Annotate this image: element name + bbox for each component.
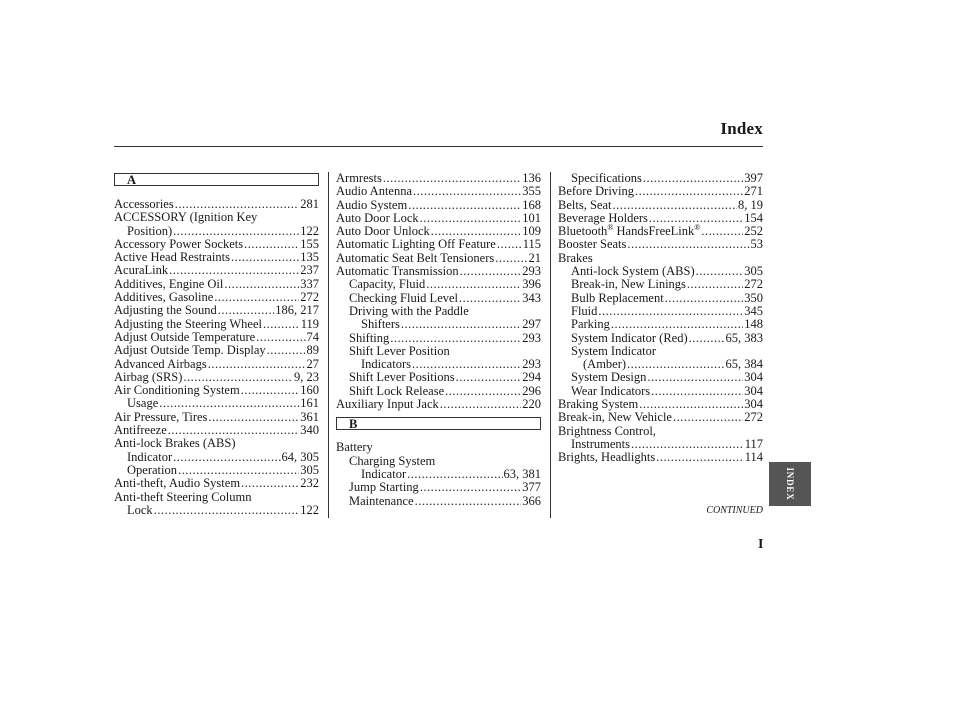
index-subentry: Maintenance ..... 366 <box>336 495 541 508</box>
index-subentry: Bulb Replacement ..... 350 <box>558 292 763 305</box>
index-subentry: Checking Fluid Level ..... 343 <box>336 292 541 305</box>
index-heading: Battery <box>336 440 373 455</box>
index-heading: Brightness Control, <box>558 423 656 438</box>
index-entry: Antifreeze ..... 340 <box>114 424 319 437</box>
page-number: I <box>758 537 764 552</box>
index-entry: Adjust Outside Temperature ..... 74 <box>114 331 319 344</box>
index-subentry: Usage ..... 161 <box>114 397 319 410</box>
index-subentry: System Design ..... 304 <box>558 371 763 384</box>
index-entry: Audio System ..... 168 <box>336 199 541 212</box>
index-subentry: Indicator ..... 63, 381 <box>336 468 541 481</box>
index-entry: Armrests ..... 136 <box>336 172 541 185</box>
index-subentry: Shifters ..... 297 <box>336 318 541 331</box>
index-subheading: Driving with the Paddle <box>349 303 469 318</box>
index-entry: Brights, Headlights ..... 114 <box>558 451 763 464</box>
index-entry: Adjusting the Sound ..... 186, 217 <box>114 304 319 317</box>
index-entry: Additives, Engine Oil ..... 337 <box>114 278 319 291</box>
index-entry: Air Pressure, Tires ..... 361 <box>114 411 319 424</box>
index-subentry: Position) ..... 122 <box>114 225 319 238</box>
index-subentry: Shift Lever Positions ..... 294 <box>336 371 541 384</box>
column-divider <box>328 172 329 518</box>
index-subentry: Break-in, New Linings ..... 272 <box>558 278 763 291</box>
index-entry: Airbag (SRS) ..... 9, 23 <box>114 371 319 384</box>
index-subentry: Lock ..... 122 <box>114 504 319 517</box>
title-rule <box>114 146 763 147</box>
index-entry: Beverage Holders ..... 154 <box>558 212 763 225</box>
index-entry: Accessories ..... 281 <box>114 198 319 211</box>
index-heading: ACCESSORY (Ignition Key <box>114 210 258 225</box>
index-entry: Additives, Gasoline ..... 272 <box>114 291 319 304</box>
index-entry: Automatic Lighting Off Feature ..... 115 <box>336 238 541 251</box>
index-entry: Audio Antenna ..... 355 <box>336 185 541 198</box>
index-entry: Braking System ..... 304 <box>558 398 763 411</box>
index-entry: Active Head Restraints ..... 135 <box>114 251 319 264</box>
index-subentry: Parking ..... 148 <box>558 318 763 331</box>
index-subentry: System Indicator (Red) ..... 65, 383 <box>558 332 763 345</box>
index-entry: Automatic Seat Belt Tensioners ..... 21 <box>336 252 541 265</box>
index-subentry: (Amber) ..... 65, 384 <box>558 358 763 371</box>
index-heading: Anti-theft Steering Column <box>114 489 252 504</box>
index-subentry: Specifications ..... 397 <box>558 172 763 185</box>
page-title: Index <box>720 119 763 138</box>
index-entry: Before Driving ..... 271 <box>558 185 763 198</box>
index-subentry: Wear Indicators ..... 304 <box>558 385 763 398</box>
index-subheading: Shift Lever Position <box>349 343 450 358</box>
index-subentry: Jump Starting ..... 377 <box>336 481 541 494</box>
index-entry: Bluetooth® HandsFreeLink® ..... 252 <box>558 225 763 238</box>
index-entry: Advanced Airbags ..... 27 <box>114 358 319 371</box>
index-entry: Adjust Outside Temp. Display ..... 89 <box>114 344 319 357</box>
index-subentry: Capacity, Fluid ..... 396 <box>336 278 541 291</box>
index-subheading: System Indicator <box>571 343 657 358</box>
index-entry: Booster Seats ..... 53 <box>558 238 763 251</box>
index-column-1 <box>114 172 319 517</box>
index-entry: Anti-theft, Audio System ..... 232 <box>114 477 319 490</box>
section-letter-b: B <box>336 417 541 430</box>
column-divider <box>550 172 551 518</box>
index-entry: Auto Door Unlock ..... 109 <box>336 225 541 238</box>
index-entry: Break-in, New Vehicle ..... 272 <box>558 411 763 424</box>
index-thumb-tab <box>769 462 811 506</box>
index-entry: Adjusting the Steering Wheel ..... 119 <box>114 318 319 331</box>
index-entry: Automatic Transmission ..... 293 <box>336 265 541 278</box>
index-heading: Brakes <box>558 250 593 265</box>
index-subentry: Operation ..... 305 <box>114 464 319 477</box>
index-entry: Auxiliary Input Jack ..... 220 <box>336 398 541 411</box>
index-column-3 <box>558 172 763 465</box>
continued-note: CONTINUED <box>706 505 763 516</box>
index-heading: Anti-lock Brakes (ABS) <box>114 436 236 451</box>
index-subentry: Instruments ..... 117 <box>558 438 763 451</box>
index-tab-label: INDEX <box>785 467 795 501</box>
index-entry: Accessory Power Sockets ..... 155 <box>114 238 319 251</box>
index-entry: Air Conditioning System ..... 160 <box>114 384 319 397</box>
section-letter-a: A <box>114 173 319 186</box>
index-subentry: Fluid ..... 345 <box>558 305 763 318</box>
index-entry: AcuraLink ..... 237 <box>114 264 319 277</box>
index-subentry: Indicators ..... 293 <box>336 358 541 371</box>
index-subentry: Anti-lock System (ABS) ..... 305 <box>558 265 763 278</box>
index-entry: Belts, Seat ..... 8, 19 <box>558 199 763 212</box>
index-column-2 <box>336 172 541 508</box>
index-subheading: Charging System <box>349 453 436 468</box>
index-subentry: Shift Lock Release ..... 296 <box>336 385 541 398</box>
index-subentry: Shifting ..... 293 <box>336 332 541 345</box>
index-entry: Auto Door Lock ..... 101 <box>336 212 541 225</box>
index-subentry: Indicator ..... 64, 305 <box>114 451 319 464</box>
